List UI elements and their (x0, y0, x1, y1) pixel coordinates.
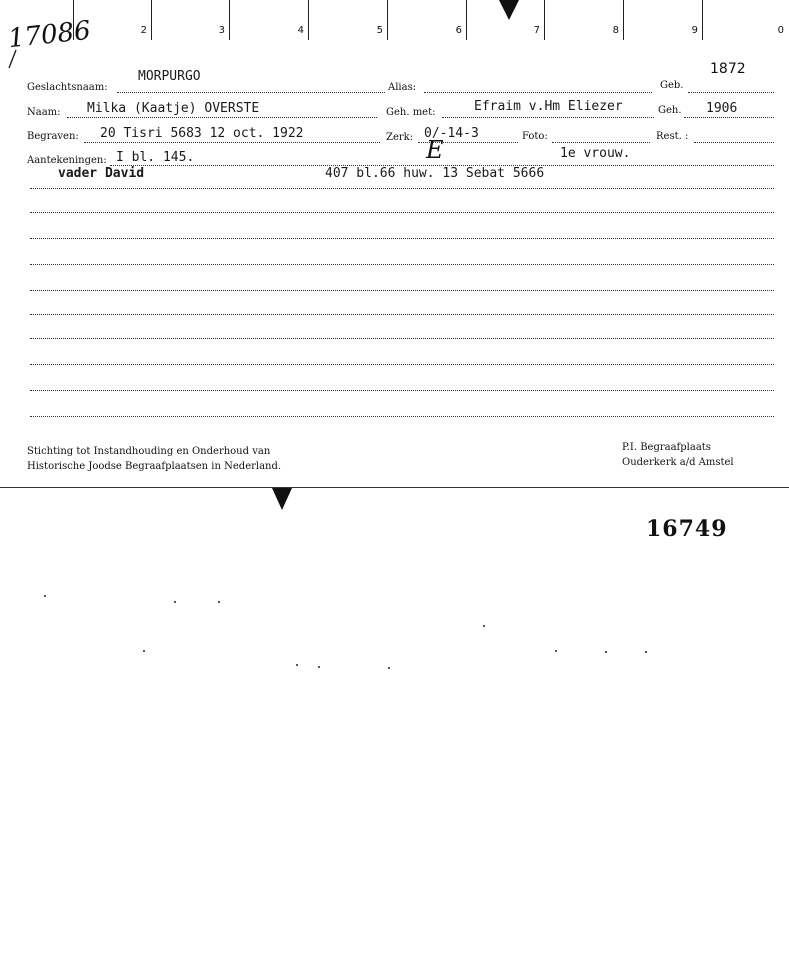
rest-label: Rest. : (656, 131, 689, 142)
married-to-label: Geh. met: (386, 107, 436, 118)
card-bottom-edge (0, 487, 789, 488)
notes-line1: I bl. 145. (116, 150, 195, 165)
notes-right-value: 1e vrouw. (560, 146, 631, 161)
born-label: Geb. (660, 80, 684, 91)
stamp-number: 16749 (646, 516, 728, 542)
photo-label: Foto: (522, 131, 548, 142)
punch-notch-icon (497, 0, 521, 20)
surname-value: MORPURGO (138, 69, 201, 84)
column-digit: 2 (140, 25, 147, 36)
punch-notch-icon (270, 488, 294, 512)
column-number-strip (0, 0, 789, 44)
buried-value: 20 Tisri 5683 12 oct. 1922 (100, 126, 304, 141)
surname-label: Geslachtsnaam: (27, 82, 108, 93)
column-digit: 7 (533, 25, 540, 36)
column-digit: 6 (455, 25, 462, 36)
column-digit: 3 (218, 25, 225, 36)
footer-location: P.I. Begraafplaats Ouderkerk a/d Amstel (622, 442, 734, 468)
married-to-value: Efraim v.Hm Eliezer (474, 99, 623, 114)
ruled-line (30, 238, 774, 239)
born-value: 1872 (710, 61, 746, 77)
handwritten-card-number: 17086 (6, 15, 93, 55)
name-value: Milka (Kaatje) OVERSTE (87, 101, 260, 116)
ruled-line (30, 314, 774, 315)
ruled-line (30, 416, 774, 417)
alias-label: Alias: (388, 82, 417, 93)
name-label: Naam: (27, 107, 61, 118)
ruled-line (30, 338, 774, 339)
stone-value: 0/-14-3 (424, 126, 479, 141)
pen-stroke-icon (6, 48, 20, 70)
ruled-line (30, 264, 774, 265)
notes-handwritten-mark: E (426, 136, 444, 164)
ruled-line (30, 290, 774, 291)
notes-label: Aantekeningen: (27, 155, 107, 166)
married-year-value: 1906 (706, 101, 738, 116)
notes-line2-left: vader David (58, 166, 145, 181)
buried-label: Begraven: (27, 131, 79, 142)
column-digit: 8 (612, 25, 619, 36)
column-digit: 9 (691, 25, 698, 36)
ruled-line (30, 390, 774, 391)
ruled-line (30, 364, 774, 365)
ruled-line (30, 212, 774, 213)
stone-label: Zerk: (386, 132, 414, 143)
column-digit: 5 (376, 25, 383, 36)
column-digit: 0 (777, 25, 784, 36)
notes-line2-right: 407 bl.66 huw. 13 Sebat 5666 (325, 166, 545, 181)
column-digit: 4 (297, 25, 304, 36)
married-year-label: Geh. (658, 105, 682, 116)
footer-organisation: Stichting tot Instandhouding en Onderhoud van Historische Joodse Begraafplaatsen in Nederland. (27, 446, 282, 472)
